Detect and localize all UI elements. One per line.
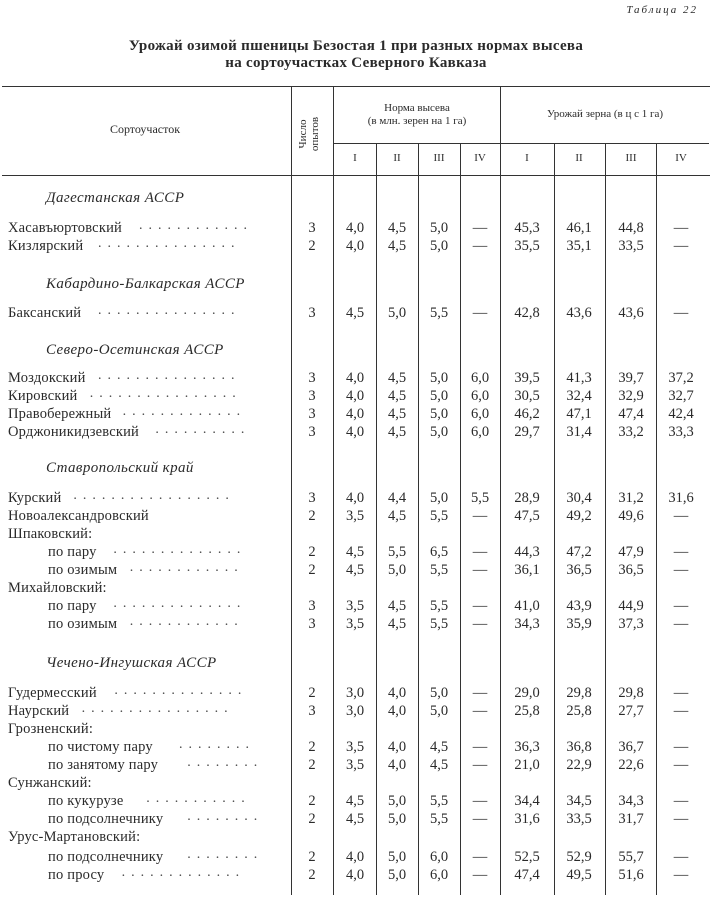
yield-cell: —	[673, 562, 689, 578]
leader-dots: ............	[129, 614, 244, 629]
yield-cell: 29,0	[514, 685, 540, 701]
yield-cell: 49,2	[566, 508, 592, 524]
num-trials-cell: 2	[308, 849, 316, 865]
seeding-rate-cell: 4,5	[387, 220, 407, 236]
station-name: Наурский	[8, 703, 70, 719]
num-trials-cell: 3	[308, 305, 316, 321]
column-divider	[500, 87, 501, 895]
leader-dots: .................	[73, 488, 235, 503]
leader-dots: ..............	[113, 542, 247, 557]
header-num-trials-line-2: опытов	[309, 116, 321, 152]
station-name: Орджоникидзевский	[8, 424, 140, 440]
station-name: по пару	[48, 598, 97, 614]
num-trials-cell: 3	[308, 490, 316, 506]
leader-dots: ........	[187, 755, 264, 770]
station-name: Кировский	[8, 388, 78, 404]
section-heading: Северо-Осетинская АССР	[46, 342, 224, 358]
yield-cell: 47,2	[566, 544, 592, 560]
seeding-rate-cell: 4,5	[387, 238, 407, 254]
table-title-line-2: на сортоучастках Северного Кавказа	[225, 55, 487, 71]
table-number: Таблица 22	[626, 4, 698, 16]
station-name: по просу	[48, 867, 105, 883]
seeding-rate-cell: 4,5	[387, 508, 407, 524]
yield-cell: 34,3	[514, 616, 540, 632]
seeding-rate-cell: 3,5	[345, 598, 365, 614]
yield-cell: 29,8	[618, 685, 644, 701]
yield-cell: 31,6	[514, 811, 540, 827]
seeding-rate-cell: 4,5	[387, 388, 407, 404]
seeding-rate-cell: 6,0	[470, 406, 490, 422]
station-name: Баксанский	[8, 305, 82, 321]
header-rule	[2, 175, 710, 176]
seeding-rate-cell: —	[472, 849, 488, 865]
yield-cell: 32,4	[566, 388, 592, 404]
seeding-rate-cell: 5,5	[429, 793, 449, 809]
yield-cell: —	[673, 849, 689, 865]
seeding-rate-cell: 5,0	[387, 562, 407, 578]
seeding-rate-cell: 4,5	[345, 544, 365, 560]
seeding-rate-cell: 6,0	[470, 424, 490, 440]
yield-cell: 47,4	[514, 867, 540, 883]
leader-dots: ........	[187, 809, 264, 824]
yield-cell: 36,3	[514, 739, 540, 755]
seeding-rate-cell: 5,0	[387, 811, 407, 827]
seeding-rate-cell: 6,0	[470, 388, 490, 404]
seeding-rate-cell: 5,0	[429, 388, 449, 404]
seeding-rate-cell: 4,0	[345, 388, 365, 404]
seeding-rate-cell: 5,0	[429, 424, 449, 440]
station-name: Новоалександровский	[8, 508, 149, 524]
seeding-rate-cell: —	[472, 867, 488, 883]
top-rule	[2, 86, 710, 87]
seeding-rate-cell: —	[472, 616, 488, 632]
header-rate-3: III	[433, 152, 445, 164]
yield-cell: —	[673, 616, 689, 632]
yield-cell: 47,9	[618, 544, 644, 560]
yield-cell: —	[673, 811, 689, 827]
yield-cell: 41,3	[566, 370, 592, 386]
seeding-rate-cell: 5,0	[387, 305, 407, 321]
seeding-rate-cell: 3,5	[345, 757, 365, 773]
seeding-rate-cell: 4,5	[387, 598, 407, 614]
yield-cell: 33,3	[668, 424, 694, 440]
station-name: Хасавъюртовский	[8, 220, 122, 236]
yield-cell: —	[673, 544, 689, 560]
station-name: по пару	[48, 544, 97, 560]
seeding-rate-cell: —	[472, 598, 488, 614]
seeding-rate-cell: 6,0	[429, 849, 449, 865]
seeding-rate-cell: 5,5	[429, 305, 449, 321]
station-name: Шпаковский:	[8, 526, 93, 542]
seeding-rate-cell: 4,0	[387, 739, 407, 755]
leader-dots: ..............	[114, 683, 248, 698]
seeding-rate-cell: 4,0	[345, 867, 365, 883]
seeding-rate-cell: 4,4	[387, 490, 407, 506]
yield-cell: 31,6	[668, 490, 694, 506]
leader-dots: ................	[89, 386, 242, 401]
header-yield-4: IV	[675, 152, 687, 164]
num-trials-cell: 2	[308, 562, 316, 578]
num-trials-cell: 2	[308, 811, 316, 827]
yield-cell: 34,5	[566, 793, 592, 809]
yield-cell: 35,5	[514, 238, 540, 254]
column-divider	[333, 87, 334, 895]
leader-dots: ...............	[98, 236, 241, 251]
num-trials-cell: 3	[308, 616, 316, 632]
station-name: по озимым	[48, 562, 118, 578]
seeding-rate-cell: —	[472, 544, 488, 560]
yield-cell: 29,8	[566, 685, 592, 701]
num-trials-cell: 2	[308, 793, 316, 809]
seeding-rate-cell: 3,5	[345, 616, 365, 632]
seeding-rate-cell: 5,5	[470, 490, 490, 506]
yield-cell: 33,5	[566, 811, 592, 827]
num-trials-cell: 3	[308, 220, 316, 236]
seeding-rate-cell: 5,0	[429, 703, 449, 719]
num-trials-cell: 2	[308, 685, 316, 701]
yield-cell: 46,2	[514, 406, 540, 422]
header-yield-2: II	[575, 152, 583, 164]
yield-cell: 28,9	[514, 490, 540, 506]
leader-dots: ...........	[146, 791, 251, 806]
yield-cell: —	[673, 508, 689, 524]
yield-cell: —	[673, 305, 689, 321]
seeding-rate-cell: 5,0	[429, 370, 449, 386]
leader-dots: ........	[179, 737, 255, 752]
yield-cell: 25,8	[514, 703, 540, 719]
seeding-rate-cell: 4,5	[387, 616, 407, 632]
yield-cell: 44,3	[514, 544, 540, 560]
yield-cell: 33,2	[618, 424, 644, 440]
seeding-rate-cell: —	[472, 562, 488, 578]
yield-cell: 47,4	[618, 406, 644, 422]
yield-cell: 36,5	[618, 562, 644, 578]
yield-cell: —	[673, 793, 689, 809]
seeding-rate-cell: 4,5	[429, 757, 449, 773]
seeding-rate-cell: 5,0	[429, 406, 449, 422]
seeding-rate-cell: 3,0	[345, 703, 365, 719]
leader-dots: ........	[187, 847, 264, 862]
yield-cell: 33,5	[618, 238, 644, 254]
seeding-rate-cell: 4,5	[387, 406, 407, 422]
yield-cell: 32,7	[668, 388, 694, 404]
yield-cell: 30,4	[566, 490, 592, 506]
seeding-rate-cell: —	[472, 811, 488, 827]
leader-dots: .............	[122, 404, 247, 419]
section-heading: Кабардино-Балкарская АССР	[46, 276, 245, 292]
seeding-rate-cell: 3,0	[345, 685, 365, 701]
seeding-rate-cell: 4,5	[345, 811, 365, 827]
seeding-rate-cell: 4,0	[345, 424, 365, 440]
section-heading: Дагестанская АССР	[46, 190, 185, 206]
column-divider	[605, 143, 606, 895]
yield-cell: —	[673, 220, 689, 236]
yield-cell: 37,2	[668, 370, 694, 386]
header-seeding-rate	[334, 102, 500, 128]
num-trials-cell: 2	[308, 238, 316, 254]
num-trials-cell: 3	[308, 424, 316, 440]
yield-cell: 36,5	[566, 562, 592, 578]
seeding-rate-cell: —	[472, 793, 488, 809]
yield-cell: 43,6	[566, 305, 592, 321]
station-name: Урус-Мартановский:	[8, 829, 141, 845]
seeding-rate-cell: 4,0	[345, 849, 365, 865]
yield-cell: 43,6	[618, 305, 644, 321]
yield-cell: 25,8	[566, 703, 592, 719]
yield-cell: 52,9	[566, 849, 592, 865]
header-rate-2: II	[393, 152, 401, 164]
yield-cell: 31,2	[618, 490, 644, 506]
yield-cell: 22,6	[618, 757, 644, 773]
leader-dots: ..........	[155, 422, 251, 437]
yield-cell: 44,8	[618, 220, 644, 236]
yield-cell: 55,7	[618, 849, 644, 865]
seeding-rate-cell: 5,5	[429, 616, 449, 632]
seeding-rate-cell: 5,5	[429, 811, 449, 827]
seeding-rate-cell: 6,0	[470, 370, 490, 386]
station-name: Курский	[8, 490, 62, 506]
seeding-rate-cell: 5,0	[387, 867, 407, 883]
station-name: по озимым	[48, 616, 118, 632]
yield-cell: 36,1	[514, 562, 540, 578]
yield-cell: 47,1	[566, 406, 592, 422]
seeding-rate-cell: 5,0	[429, 220, 449, 236]
yield-cell: 35,1	[566, 238, 592, 254]
leader-dots: .............	[121, 865, 246, 880]
yield-cell: 36,7	[618, 739, 644, 755]
section-heading: Чечено-Ингушская АССР	[46, 655, 217, 671]
num-trials-cell: 2	[308, 757, 316, 773]
num-trials-cell: 2	[308, 739, 316, 755]
station-name: по чистому пару	[48, 739, 153, 755]
seeding-rate-cell: 6,5	[429, 544, 449, 560]
yield-cell: 51,6	[618, 867, 644, 883]
header-yield-1: I	[525, 152, 529, 164]
num-trials-cell: 3	[308, 388, 316, 404]
seeding-rate-cell: 4,5	[345, 305, 365, 321]
header-rate-1: I	[353, 152, 357, 164]
yield-cell: 31,7	[618, 811, 644, 827]
seeding-rate-cell: 5,5	[429, 598, 449, 614]
section-heading: Ставропольский край	[46, 460, 194, 476]
num-trials-cell: 2	[308, 867, 316, 883]
yield-cell: 42,8	[514, 305, 540, 321]
seeding-rate-cell: 5,0	[387, 849, 407, 865]
header-grain-yield: Урожай зерна (в ц с 1 га)	[546, 108, 664, 120]
station-name: по подсолнечнику	[48, 849, 164, 865]
yield-cell: —	[673, 238, 689, 254]
seeding-rate-cell: 4,0	[345, 238, 365, 254]
yield-cell: —	[673, 757, 689, 773]
seeding-rate-cell: 4,0	[345, 220, 365, 236]
yield-cell: —	[673, 685, 689, 701]
seeding-rate-cell: 5,0	[387, 793, 407, 809]
num-trials-cell: 3	[308, 406, 316, 422]
header-seeding-rate-line-2: (в млн. зерен на 1 га)	[367, 115, 467, 127]
station-name: Моздокский	[8, 370, 86, 386]
seeding-rate-cell: 4,5	[429, 739, 449, 755]
seeding-rate-cell: 4,0	[387, 757, 407, 773]
yield-cell: 30,5	[514, 388, 540, 404]
yield-cell: —	[673, 703, 689, 719]
yield-cell: 32,9	[618, 388, 644, 404]
yield-cell: 31,4	[566, 424, 592, 440]
station-name: Правобережный	[8, 406, 112, 422]
leader-dots: ............	[129, 560, 244, 575]
yield-cell: 34,4	[514, 793, 540, 809]
station-name: Гудермесский	[8, 685, 97, 701]
header-num-trials	[297, 96, 321, 172]
seeding-rate-cell: —	[472, 508, 488, 524]
station-name: Грозненский:	[8, 721, 94, 737]
num-trials-cell: 2	[308, 508, 316, 524]
header-seeding-rate-line-1: Норма высева	[384, 102, 450, 114]
station-name: Кизлярский	[8, 238, 84, 254]
seeding-rate-cell: —	[472, 220, 488, 236]
station-name: Михайловский:	[8, 580, 107, 596]
seeding-rate-cell: —	[472, 703, 488, 719]
yield-cell: 43,9	[566, 598, 592, 614]
seeding-rate-cell: 5,0	[429, 490, 449, 506]
seeding-rate-cell: —	[472, 757, 488, 773]
seeding-rate-cell: —	[472, 305, 488, 321]
num-trials-cell: 3	[308, 703, 316, 719]
seeding-rate-cell: 4,5	[345, 793, 365, 809]
yield-cell: 21,0	[514, 757, 540, 773]
header-rate-4: IV	[474, 152, 486, 164]
seeding-rate-cell: 3,5	[345, 508, 365, 524]
yield-cell: 46,1	[566, 220, 592, 236]
header-num-trials-line-1: Число	[297, 119, 309, 149]
yield-cell: 34,3	[618, 793, 644, 809]
seeding-rate-cell: 4,0	[387, 685, 407, 701]
table-title-line-1: Урожай озимой пшеницы Безостая 1 при разных нормах высева	[128, 38, 584, 54]
seeding-rate-cell: 5,0	[429, 238, 449, 254]
yield-cell: 45,3	[514, 220, 540, 236]
yield-cell: 47,5	[514, 508, 540, 524]
yield-cell: 49,6	[618, 508, 644, 524]
column-divider	[291, 87, 292, 895]
yield-cell: 41,0	[514, 598, 540, 614]
yield-cell: —	[673, 598, 689, 614]
yield-cell: 44,9	[618, 598, 644, 614]
yield-cell: 49,5	[566, 867, 592, 883]
yield-cell: 42,4	[668, 406, 694, 422]
yield-cell: 27,7	[618, 703, 644, 719]
seeding-rate-cell: —	[472, 238, 488, 254]
seeding-rate-cell: 4,5	[387, 424, 407, 440]
seeding-rate-cell: 5,5	[429, 562, 449, 578]
header-station: Сортоучасток	[109, 122, 181, 136]
header-yield-3: III	[625, 152, 637, 164]
yield-cell: —	[673, 867, 689, 883]
yield-cell: 39,7	[618, 370, 644, 386]
seeding-rate-cell: —	[472, 685, 488, 701]
leader-dots: ................	[81, 701, 234, 716]
station-name: Сунжанский:	[8, 775, 92, 791]
yield-cell: —	[673, 739, 689, 755]
yield-cell: 52,5	[514, 849, 540, 865]
yield-cell: 35,9	[566, 616, 592, 632]
leader-dots: ..............	[113, 596, 247, 611]
yield-cell: 29,7	[514, 424, 540, 440]
yield-cell: 22,9	[566, 757, 592, 773]
seeding-rate-cell: 3,5	[345, 739, 365, 755]
seeding-rate-cell: 4,5	[387, 370, 407, 386]
num-trials-cell: 3	[308, 598, 316, 614]
yield-cell: 37,3	[618, 616, 644, 632]
station-name: по кукурузе	[48, 793, 124, 809]
yield-cell: 39,5	[514, 370, 540, 386]
seeding-rate-cell: 4,0	[345, 406, 365, 422]
seeding-rate-cell: —	[472, 739, 488, 755]
seeding-rate-cell: 4,0	[345, 490, 365, 506]
seeding-rate-cell: 4,5	[345, 562, 365, 578]
station-name: по занятому пару	[48, 757, 159, 773]
station-name: по подсолнечнику	[48, 811, 164, 827]
seeding-rate-cell: 4,0	[345, 370, 365, 386]
seeding-rate-cell: 6,0	[429, 867, 449, 883]
yield-cell: 36,8	[566, 739, 592, 755]
seeding-rate-cell: 5,0	[429, 685, 449, 701]
subheader-rule	[334, 143, 709, 144]
num-trials-cell: 2	[308, 544, 316, 560]
leader-dots: ............	[139, 218, 253, 233]
seeding-rate-cell: 5,5	[429, 508, 449, 524]
seeding-rate-cell: 4,0	[387, 703, 407, 719]
seeding-rate-cell: 5,5	[387, 544, 407, 560]
leader-dots: ...............	[98, 303, 241, 318]
num-trials-cell: 3	[308, 370, 316, 386]
leader-dots: ...............	[98, 368, 241, 383]
